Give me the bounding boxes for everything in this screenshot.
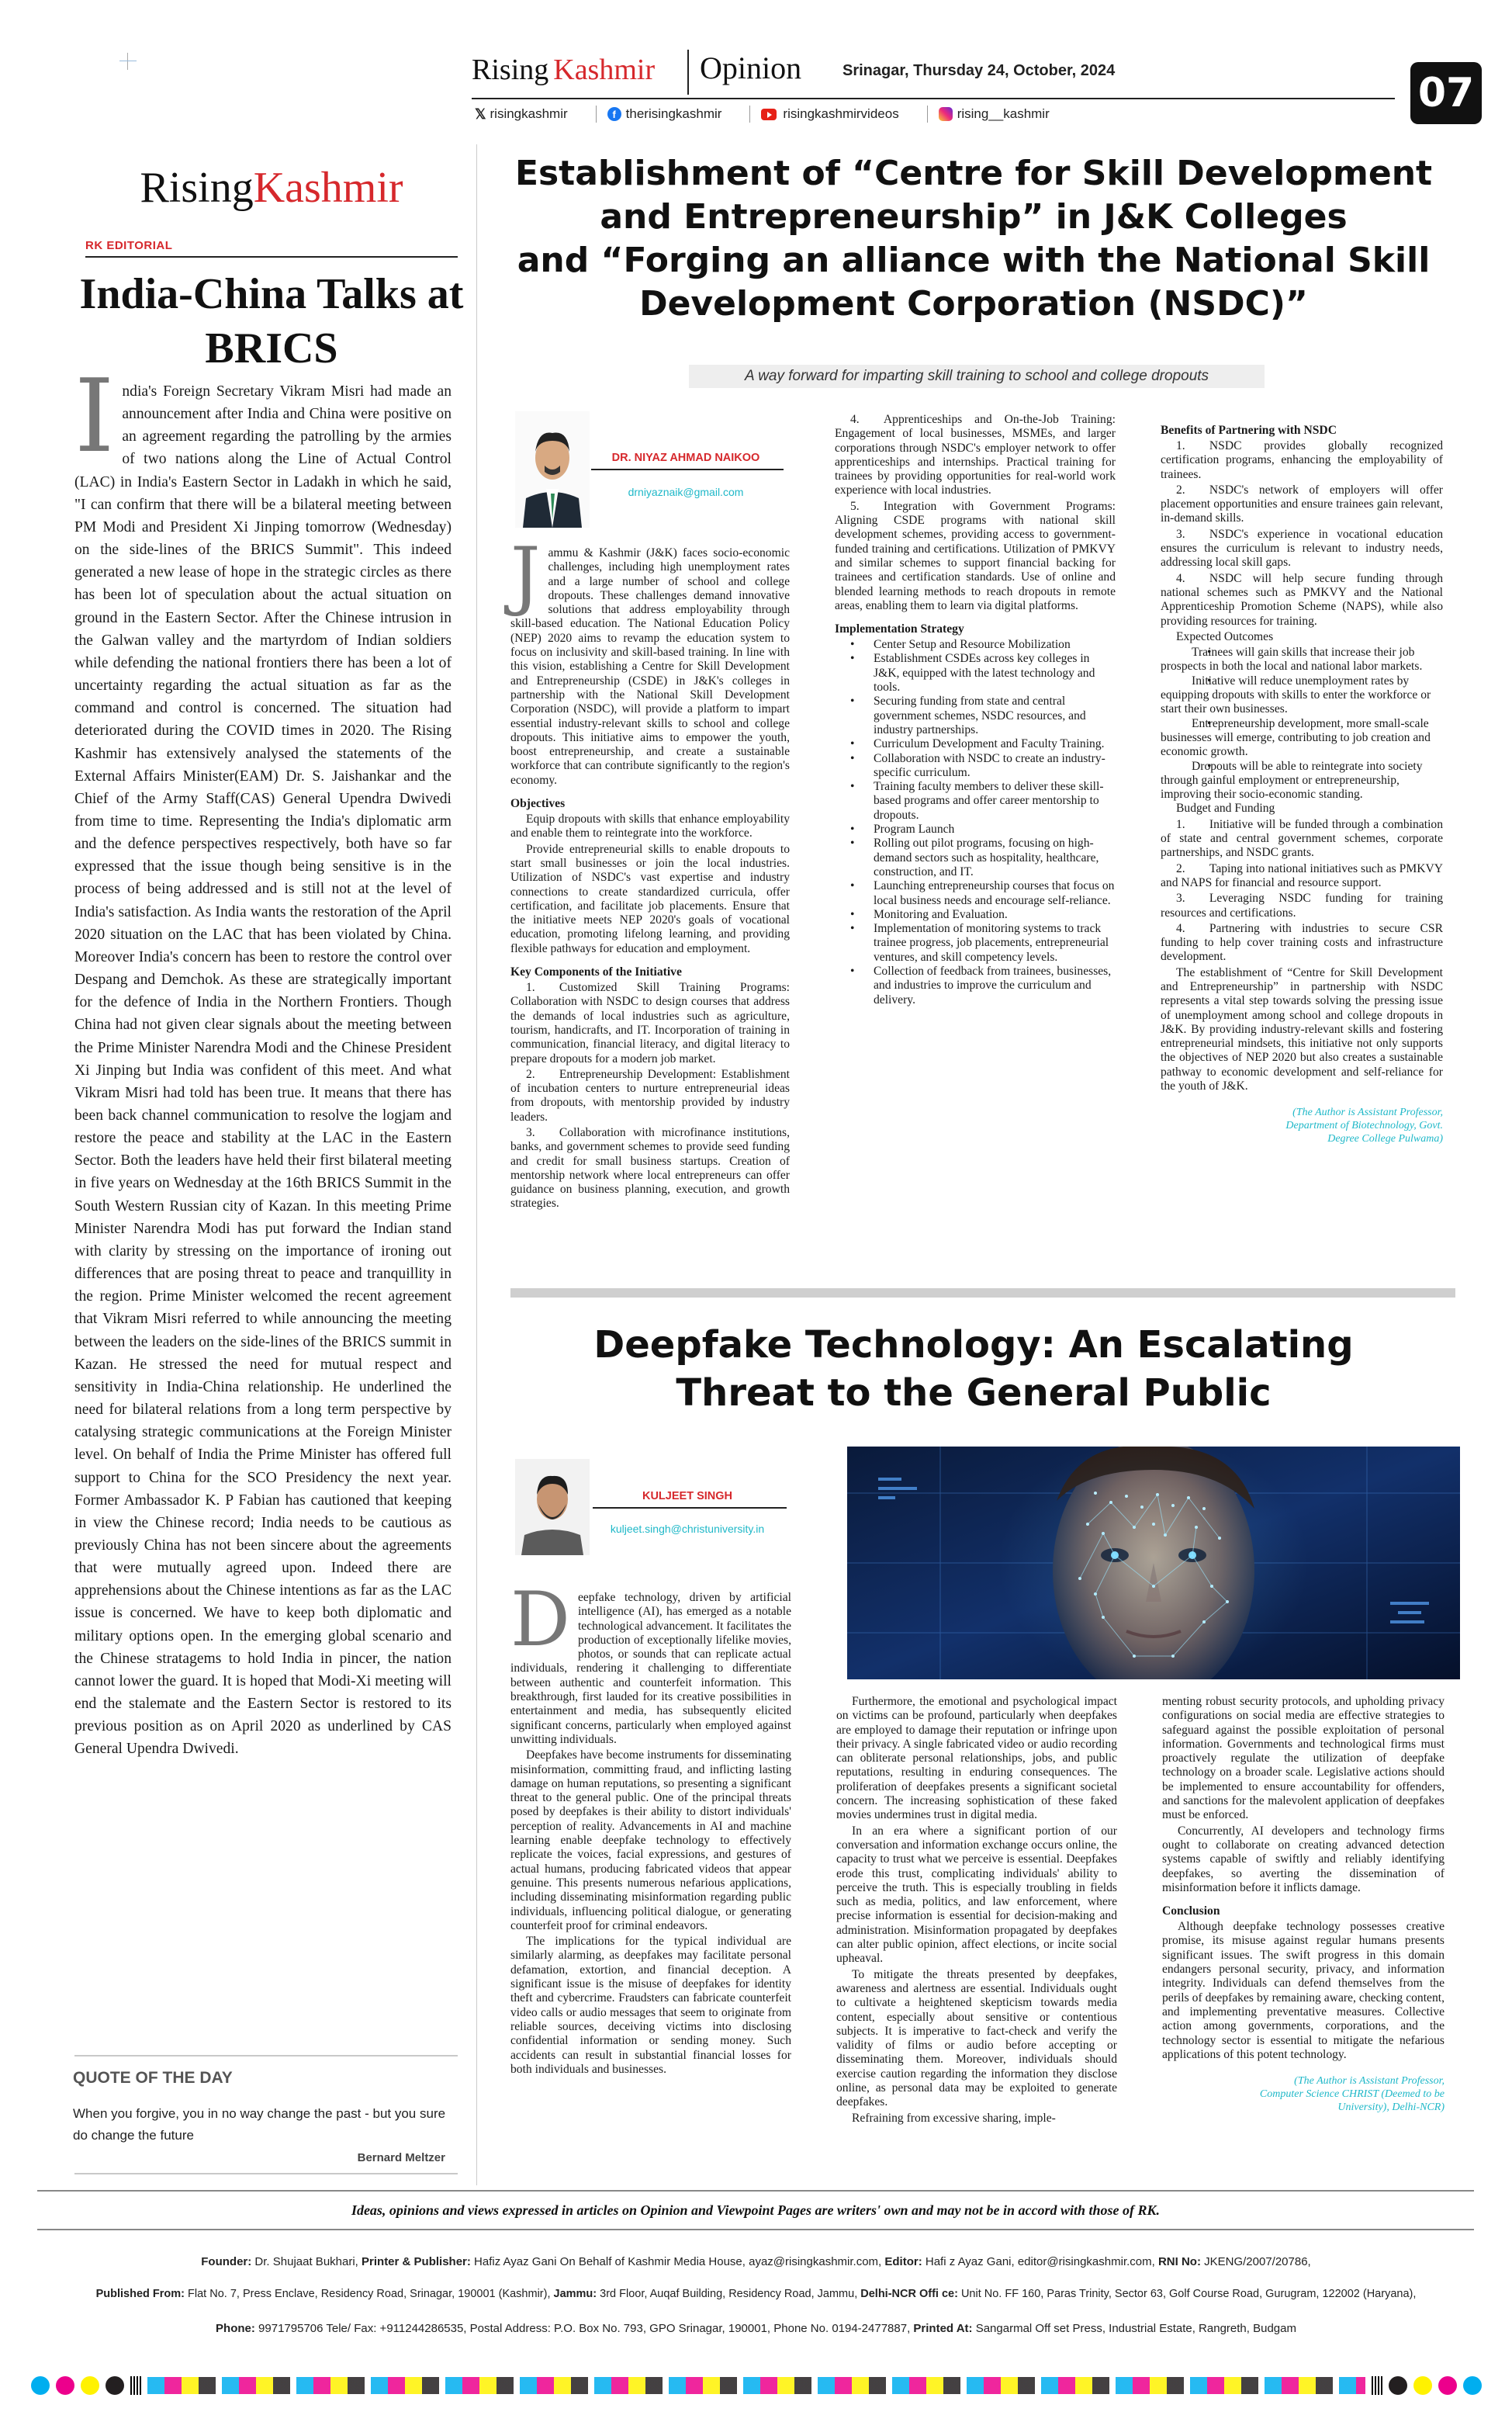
- section-separator: [510, 1288, 1455, 1298]
- x-icon: 𝕏: [475, 106, 486, 122]
- facebook-icon: f: [607, 107, 621, 121]
- deepfake-face-image: [847, 1447, 1460, 1679]
- article1-title: Establishment of “Centre for Skill Development and Entrepreneurship” in J&K Colleges and “Forging an alliance with the National Skill Development Corporation (NSDC)”: [514, 154, 1433, 324]
- article2-col1: Deepfake technology, driven by artificial intelligence (AI), has emerged as a notable technological advancement. It facilitates the production of exceptionally lifelike movies, photos, or sounds that can replicate actual individuals, rendering it challenging to differentiate between authentic and counterfeit information. This breakthrough, first lauded for its creative possibilities in entertainment and media, has subsequently elicited significant concerns, particularly when employed against unwitting individuals. Deepfakes have become instruments for disseminating misinformation, committing fraud, and inflicting lasting damage on human reputations, so presenting a significant threat to the general public. One of the principal threats posed by deepfakes is their ability to distort individuals' perception of reality. Advancements in AI and machine learning enable deepfake technology to effectively replicate the voices, facial expressions, and gestures of actual humans, producing fabricated videos that appear genuine. This presents numerous nefarious applications, including disseminating misinformation regarding public individuals, influencing political dialogue, or generating counterfeit proof for criminal endeavors. The implications for the typical individual are similarly alarming, as deepfakes may facilitate personal defamation, extortion, and financial deception. A significant issue is the misuse of deepfakes for identity theft and cybercrime. Fraudsters can fabricate counterfeit video calls or audio messages that seem to originate from reliable sources, deceiving victims into disclosing confidential information or sending money. Such accidents can result in substantial financial losses for both individuals and businesses.: [510, 1576, 791, 2076]
- quote-text: When you forgive, you in no way change the past - but you sure do change the future: [73, 2106, 446, 2143]
- disclaimer: Ideas, opinions and views expressed in articles on Opinion and Viewpoint Pages are writers' own and may not be in accord with those of RK.: [351, 2202, 1161, 2218]
- budget-heading: Budget and Funding: [1176, 802, 1275, 816]
- author1-photo: [515, 411, 590, 528]
- crop-mark: [130, 2376, 141, 2395]
- page-number: 07: [1417, 70, 1475, 116]
- editorial-body: [74, 357, 452, 1761]
- color-swatch: [56, 2376, 74, 2395]
- color-swatch: [1438, 2376, 1457, 2395]
- quote-author: Bernard Meltzer: [357, 2151, 445, 2164]
- masthead-brand: [472, 53, 655, 99]
- x-social[interactable]: 𝕏 risingkashmir: [475, 106, 568, 122]
- print-color-bar: [31, 2375, 1482, 2396]
- author2-email: kuljeet.singh@christuniversity.in: [610, 1523, 765, 1535]
- color-swatch: [1413, 2376, 1432, 2395]
- article2-conclusion: Although deepfake technology possesses creative promise, its misuse against regular humans presents significant issues. The swift progress in this domain endangers personal security, privacy, and information integrity. Individuals can defend themselves from the perils of deepfakes by remaining aware, checking content, and implementing preventative measures. Collective action among governments, corporations, and the technology sector is essential to mitigate the nefarious applications of this potent technology.: [1162, 1920, 1445, 2061]
- footer-line-2: Published From: Flat No. 7, Press Enclave, Residency Road, Srinagar, 190001 (Kashmir), Jammu: 3rd Floor, Auqaf Building, Residency Road, Jammu, Delhi-NCR Offi ce: Unit No. FF 160, Paras Trinity, Sector 63, Golf Course Road, Gurugram, 122002 (Haryana),: [95, 2288, 1417, 2300]
- editorial-title: India-China Talks at BRICS: [79, 270, 464, 372]
- objectives-heading: Objectives: [510, 797, 566, 811]
- article1-credit: (The Author is Assistant Professor, Department of Biotechnology, Govt. Degree College Pulwama): [1285, 1107, 1443, 1145]
- instagram-icon: [939, 107, 953, 121]
- quote-heading: QUOTE OF THE DAY: [73, 2069, 233, 2087]
- quote-top-rule: [74, 2055, 458, 2057]
- quote-bottom-rule: [74, 2173, 458, 2174]
- editorial-text: ndia's Foreign Secretary Vikram Misri had made an announcement after India and China were positive on an agreement regarding the patrolling by the armies of two nations along the Line of Actual Control (LAC) in India's Eastern Sector in Ladakh in which he said, "I can confirm that there will be a bilateral meeting between PM Modi and President Xi Jinping tomorrow (Wednesday) on the side-lines of the BRICS Summit". This indeed generated a new lease of hope in the strategic circles as there has been lot of speculation about the actual situation on ground in the Eastern Sector. After the Chinese intrusion in the Galwan valley and the martyrdom of Indian soldiers while defending the national frontiers there has been a lot of uncertainty regarding the actual situation as far as the command and control is concerned. The situation had deteriorated during the COVID times in 2020. The Rising Kashmir has extensively analysed the statements of the External Affairs Minister(EAM) Dr. S. Jaishankar and the Chief of the Army Staff(CAS) General Upendra Dwivedi from time to time. Representing the India's diplomatic arm and the defence perspectives respectively, both have so far expressed that the issue though being sensitive is in the process of being addressed and is still not at the level of India's satisfaction. As India wants the restoration of the April 2020 situation on the LAC that has been violated by China. Moreover India's concern has been to restore the control over Despang and Demchok. As these are strategically important for the defence of India in the Northern Frontiers. Though China had not given clear signals about the meeting between the Prime Minister Narendra Modi and the Chinese President Xi Jinping but India was confident of this meet. And what Vikram Misri had told has been true. It means that there has been back channel communication to resolve the logjam and restore the peace and stability at the LAC in the Eastern Sector. Both the leaders have held their first bilateral meeting in five years on Wednesday at the 16th BRICS Summit in the South Western Russian city of Kazan. In this meeting Prime Minister Narendra Modi has put forward the Indian stand with clarity by stressing on the importance of ironing out differences that are posing threat to peace and tranquillity in the region. Prime Minister welcomed the recent agreement that Vikram Misri referred to while announcing the meeting between the leaders on the side-lines of the BRICS summit in Kazan. He stressed the need for mutual respect and sensitivity in India-China relationship. He underlined the need for bilateral relations from a long term perspective by catalysing strategic communications at the Foreign Minister level. On behalf of India the Prime Minister has offered full support to China for the SCO Presidency the next year. Former Ambassador K. P Fabian has cautioned that keeping in view the Chinese record; India needs to be cautious as previously China has not been sincere about the agreements that were mutually agreed upon. Indeed there are apprehensions about the Chinese intentions as far as the LAC issue is concerned. We have to keep both diplomatic and military options open. In the emerging global scenario and the Chinese stratagems to hold India in pincer, the nation cannot lower the guard. It is hoped that Modi-Xi meeting will end the stalemate and the Eastern Sector is restored to its previous position as on April 2020 as underlined by CAS General Upendra Dwivedi.: [74, 383, 452, 1758]
- article2-col3: menting robust security protocols, and upholding privacy configurations on social media are effective strategies to safeguard against the possible exploitation of personal information. Governments and technological firms must proactively regulate the utilization of deepfake technology on a broader scale. Legislative actions should be implemented to ensure accountability for offenders, and sanctions for the malevolent application of deepfakes must be enforced. Concurrently, AI developers and technology firms ought to collaborate on creating advanced detection systems capable of swiftly and reliably identifying deepfakes, so averting the dissemination of misinformation before it inflicts damage. Conclusion Although deepfake technology possesses creative promise, its misuse against regular humans presents significant issues. The swift progress in this domain endangers personal security, privacy, and information integrity. Individuals can defend themselves from the perils of deepfakes by remaining aware, checking content, and implementing preventative measures. Collective action among governments, corporations, and the technology sector is essential to mitigate the nefarious applications of this potent technology. (The Author is Assistant Professor, Computer Science CHRIST (Deemed to be University), Delhi-NCR): [1162, 1695, 1445, 2114]
- brand-rising: Rising: [472, 54, 549, 86]
- header-divider: [687, 50, 689, 95]
- facebook-social[interactable]: f therisingkashmir: [607, 106, 736, 122]
- section-label: Opinion: [700, 50, 802, 85]
- editorial-drop-cap: I: [74, 357, 115, 475]
- crop-mark: [1372, 2376, 1382, 2395]
- editorial-rule: [85, 256, 458, 258]
- article1-subtitle-bar: [689, 365, 1265, 388]
- article1-col1: Jammu & Kashmir (J&K) faces socio-economic challenges, including high unemployment rates and a large number of school and college dropouts. These challenges demand innovative solutions that address employability through skill-based education. The National Education Policy (NEP) 2020 aims to revamp the education system to focus on inclusivity and skill-based training. In line with this vision, establishing a Centre for Skill Development and Entrepreneurship (CSDE) in J&K's colleges in partnership with the National Skill Development Corporation (NSDC), will provide a platform to impart essential industry-relevant skills to school and college dropouts. This initiative aims to empower the youth, boost entrepreneurship, and create a sustainable workforce that can contribute significantly to the region's economy. Objectives Equip dropouts with skills that enhance employability and enable them to reintegrate into the workforce. Provide entrepreneurial skills to enable dropouts to start small businesses or join the local industries. Utilization of NSDC's vast expertise and industry connections to create standardized curricula, offer certification, and facilitate job placements. Ensure that the initiative meets NEP 2020's goals of vocational education, promoting lifelong learning, and providing flexible pathways for education and employment. Key Components of the Initiative 1. Customized Skill Training Programs: Collaboration with NSDC to design courses that address the demands of local industries such as agriculture, tourism, handicrafts, and IT. Incorporation of training in communication, financial literacy, and digital literacy to prepare dropouts for a modern job market. 2. Entrepreneurship Development: Establishment of incubation centers to nurture entrepreneurial ideas from dropouts, with mentorship provided by industry leaders. 3. Collaboration with microfinance institutions, banks, and government schemes to provide seed funding and credit for small business startups. Creation of mentorship network where local entrepreneurs can offer guidance on business planning, execution, and growth strategies.: [510, 532, 790, 1211]
- article2-title: Deepfake Technology: An Escalating Threat to the General Public: [593, 1323, 1354, 1415]
- editorial-logo: RisingKashmir: [140, 164, 403, 212]
- components-heading: Key Components of the Initiative: [510, 965, 682, 979]
- color-swatch: [1463, 2376, 1482, 2395]
- article1-drop-cap: J: [510, 532, 541, 619]
- brand-kashmir: Kashmir: [553, 54, 656, 86]
- article1-subtitle: A way forward for imparting skill training to school and college dropouts: [744, 368, 1209, 384]
- author1-email: drniyaznaik@gmail.com: [628, 486, 744, 498]
- article2-conclusion-heading: Conclusion: [1162, 1904, 1220, 1918]
- benefits-heading: Benefits of Partnering with NSDC: [1161, 424, 1337, 437]
- youtube-icon: [761, 109, 777, 120]
- article1-conclusion: The establishment of “Centre for Skill Development and Entrepreneurship” in partnership with NSDC represents a vital step towards solving the pressing issue of unemployment among school and college dropouts in J&K. By providing industry-relevant skills and fostering entrepreneurial mindsets, this initiative not only supports the objectives of NEP 2020 but also creates a sustainable pathway to economic development and self-reliance for the youth of J&K.: [1161, 965, 1443, 1093]
- implementation-list: • Center Setup and Resource Mobilization • Establishment CSDEs across key colleges in J&K, equipped with the latest technology and tools. • Securing funding from state and central government schemes, NSDC resources, and industry partnerships. • Curriculum Development and Faculty Training. • Collaboration with NSDC to create an industry-specific curriculum. • Training faculty members to deliver these skill-based programs and offer career mentorship to dropouts. • Program Launch • Rolling out pilot programs, focusing on high-demand sectors such as hospitality, healthcare, construction, and IT. • Launching entrepreneurship courses that focus on local business needs and encourage self-reliance. • Monitoring and Evaluation. • Implementation of monitoring systems to track trainee progress, job placements, entrepreneurial ventures, and skill competency levels. • Collection of feedback from trainees, businesses, and industries to improve the curriculum and delivery.: [835, 638, 1116, 1007]
- registration-mark: [116, 50, 140, 73]
- article1-intro: ammu & Kashmir (J&K) faces socio-economic challenges, including high unemployment rates and a large number of school and college dropouts. These challenges demand innovative solutions that address employability through skill-based education. The National Education Policy (NEP) 2020 aims to revamp the education system to focus on inclusivity and skill-based training. In line with this vision, establishing a Centre for Skill Development and Entrepreneurship (CSDE) in J&K's colleges in partnership with the National Skill Development Corporation (NSDC), will provide a platform to impart essential industry-relevant skills to school and college dropouts. This initiative aims to empower the youth, boost entrepreneurship, and create a sustainable workforce that can contribute significantly to the region's economy.: [510, 546, 790, 787]
- implementation-heading: Implementation Strategy: [835, 622, 964, 636]
- color-swatch: [1389, 2376, 1407, 2395]
- social-bar: [475, 106, 1078, 123]
- footer-line-1: Founder: Dr. Shujaat Bukhari, Printer & Publisher: Hafiz Ayaz Gani On Behalf of Kashmir Media House, ayaz@risingkashmir.com, Editor: Hafi z Ayaz Gani, editor@risingkashmir.com, RNI No: JKENG/2007/20786,: [201, 2255, 1311, 2268]
- author1-rule: [591, 469, 784, 470]
- article1-col3: Benefits of Partnering with NSDC 1. NSDC provides globally recognized certification programs, enhancing the employability of trainees. 2. NSDC's network of employers will offer placement opportunities and ensure trainees gain relevant, in-demand skills. 3. NSDC's experience in vocational education ensures the curriculum is relevant to industry needs, addressing local skill gaps. 4. NSDC will help secure funding through national schemes such as PMKVY and the National Apprenticeship Promotion Scheme (NAPS), while also providing resources for training. Expected Outcomes • Trainees will gain skills that increase their job prospects in both the local and national labor markets. • Initiative will reduce unemployment rates by equipping dropouts with skills to enter the workforce or start their own businesses. • Entrepreneurship development, more small-scale businesses will emerge, contributing to job creation and economic growth. • Dropouts will be able to reintegrate into society through gainful employment or entrepreneurship, improving their socio-economic standing. Budget and Funding 1. Initiative will be funded through a combination of state and central government schemes, corporate partnerships, and NSDC grants. 2. Taping into national initiatives such as PMKVY and NAPS for financial and resource support. 3. Leveraging NSDC funding for training resources and certifications. 4. Partnering with industries to secure CSR funding to help cover training costs and infrastructure development. The establishment of “Centre for Skill Development and Entrepreneurship” in partnership with NSDC represents a vital step towards solving the pressing issue of unemployment among school and college dropouts in J&K. By providing industry-relevant skills and fostering entrepreneurial mindsets, this initiative not only supports the objectives of NEP 2020 but also creates a sustainable pathway to economic development and self-reliance for the youth of J&K. (The Author is Assistant Professor, Department of Biotechnology, Govt. Degree College Pulwama): [1161, 413, 1443, 1145]
- column-divider: [476, 144, 477, 2185]
- footer-line-3: Phone: 9971795706 Tele/ Fax: +911244286535, Postal Address: P.O. Box No. 793, GPO Srinagar, 190001, Phone No. 0194-2477887, Printed At: Sangarmal Off set Press, Industrial Estate, Rangreth, Budgam: [216, 2322, 1296, 2335]
- article2-credit: (The Author is Assistant Professor, Computer Science CHRIST (Deemed to be University), Delhi-NCR): [1259, 2075, 1445, 2114]
- outcomes-heading: Expected Outcomes: [1176, 629, 1274, 643]
- article1-col2: 4. Apprenticeships and On-the-Job Training: Engagement of local businesses, MSMEs, and larger corporations through NSDC's employer network to offer apprenticeships and internships. Practical training for trainees by providing opportunities for real-world work experience with local industries. 5. Integration with Government Programs: Aligning CSDE programs with national skill development schemes, providing access to government-funded training and certifications. Utilization of PMKVY and similar schemes to support financial backing for trainees and certification standards. Use of online and blended learning methods to reach dropouts in remote areas, enabling them to learn via digital platforms. Implementation Strategy • Center Setup and Resource Mobilization • Establishment CSDEs across key colleges in J&K, equipped with the latest technology and tools. • Securing funding from state and central government schemes, NSDC resources, and industry partnerships. • Curriculum Development and Faculty Training. • Collaboration with NSDC to create an industry-specific curriculum. • Training faculty members to deliver these skill-based programs and offer career mentorship to dropouts. • Program Launch • Rolling out pilot programs, focusing on high-demand sectors such as hospitality, healthcare, construction, and IT. • Launching entrepreneurship courses that focus on local business needs and encourage self-reliance. • Monitoring and Evaluation. • Implementation of monitoring systems to track trainee progress, job placements, entrepreneurial ventures, and skill competency levels. • Collection of feedback from trainees, businesses, and industries to improve the curriculum and delivery.: [835, 413, 1116, 1007]
- color-strip: [147, 2377, 1365, 2394]
- youtube-social[interactable]: risingkashmirvideos: [761, 106, 912, 122]
- article2-col2: Furthermore, the emotional and psychological impact on victims can be profound, particularly when deepfakes are employed to damage their reputation or infringe upon their privacy. A single fabricated video or audio recording can obliterate personal relationships, jobs, and public reputations, resulting in enduring consequences. The proliferation of deepfakes presents a significant societal concern. The increasing sophistication of these faked movies undermines trust in digital media. In an era where a significant portion of our conversation and information exchange occurs online, the capacity to trust what we perceive is essential. Deepfakes erode this trust, complicating individuals' ability to perceive the truth. This is especially troubling in fields such as media, politics, and law enforcement, where precise information is essential for decision-making and administration. Misinformation propagated by deepfakes can alter public opinion, affect elections, or incite social upheaval. To mitigate the threats presented by deepfakes, awareness and alertness are essential. Individuals ought to cultivate a heightened skepticism towards media content, especially about sensitive or contentious subjects. It is imperative to fact-check and verify the validity of films or audio before accepting or disseminating them. Moreover, individuals should exercise caution regarding the information they disclose online, as personal data may be exploited to generate deepfakes. Refraining from excessive sharing, imple-: [836, 1695, 1117, 2125]
- article2-drop-cap: D: [510, 1576, 570, 1663]
- instagram-social[interactable]: rising__kashmir: [939, 106, 1064, 122]
- dateline: Srinagar, Thursday 24, October, 2024: [842, 62, 1116, 79]
- editorial-label: RK EDITORIAL: [85, 239, 173, 252]
- color-swatch: [106, 2376, 124, 2395]
- color-swatch: [31, 2376, 50, 2395]
- author2-name: KULJEET SINGH: [642, 1490, 732, 1502]
- footer-top-rule: [37, 2190, 1474, 2192]
- header-rule: [472, 98, 1395, 99]
- page-number-badge: [1410, 62, 1482, 124]
- footer-mid-rule: [37, 2229, 1474, 2230]
- author2-rule: [593, 1507, 787, 1509]
- author2-photo: [515, 1459, 590, 1555]
- author1-name: DR. NIYAZ AHMAD NAIKOO: [611, 452, 760, 464]
- color-swatch: [81, 2376, 99, 2395]
